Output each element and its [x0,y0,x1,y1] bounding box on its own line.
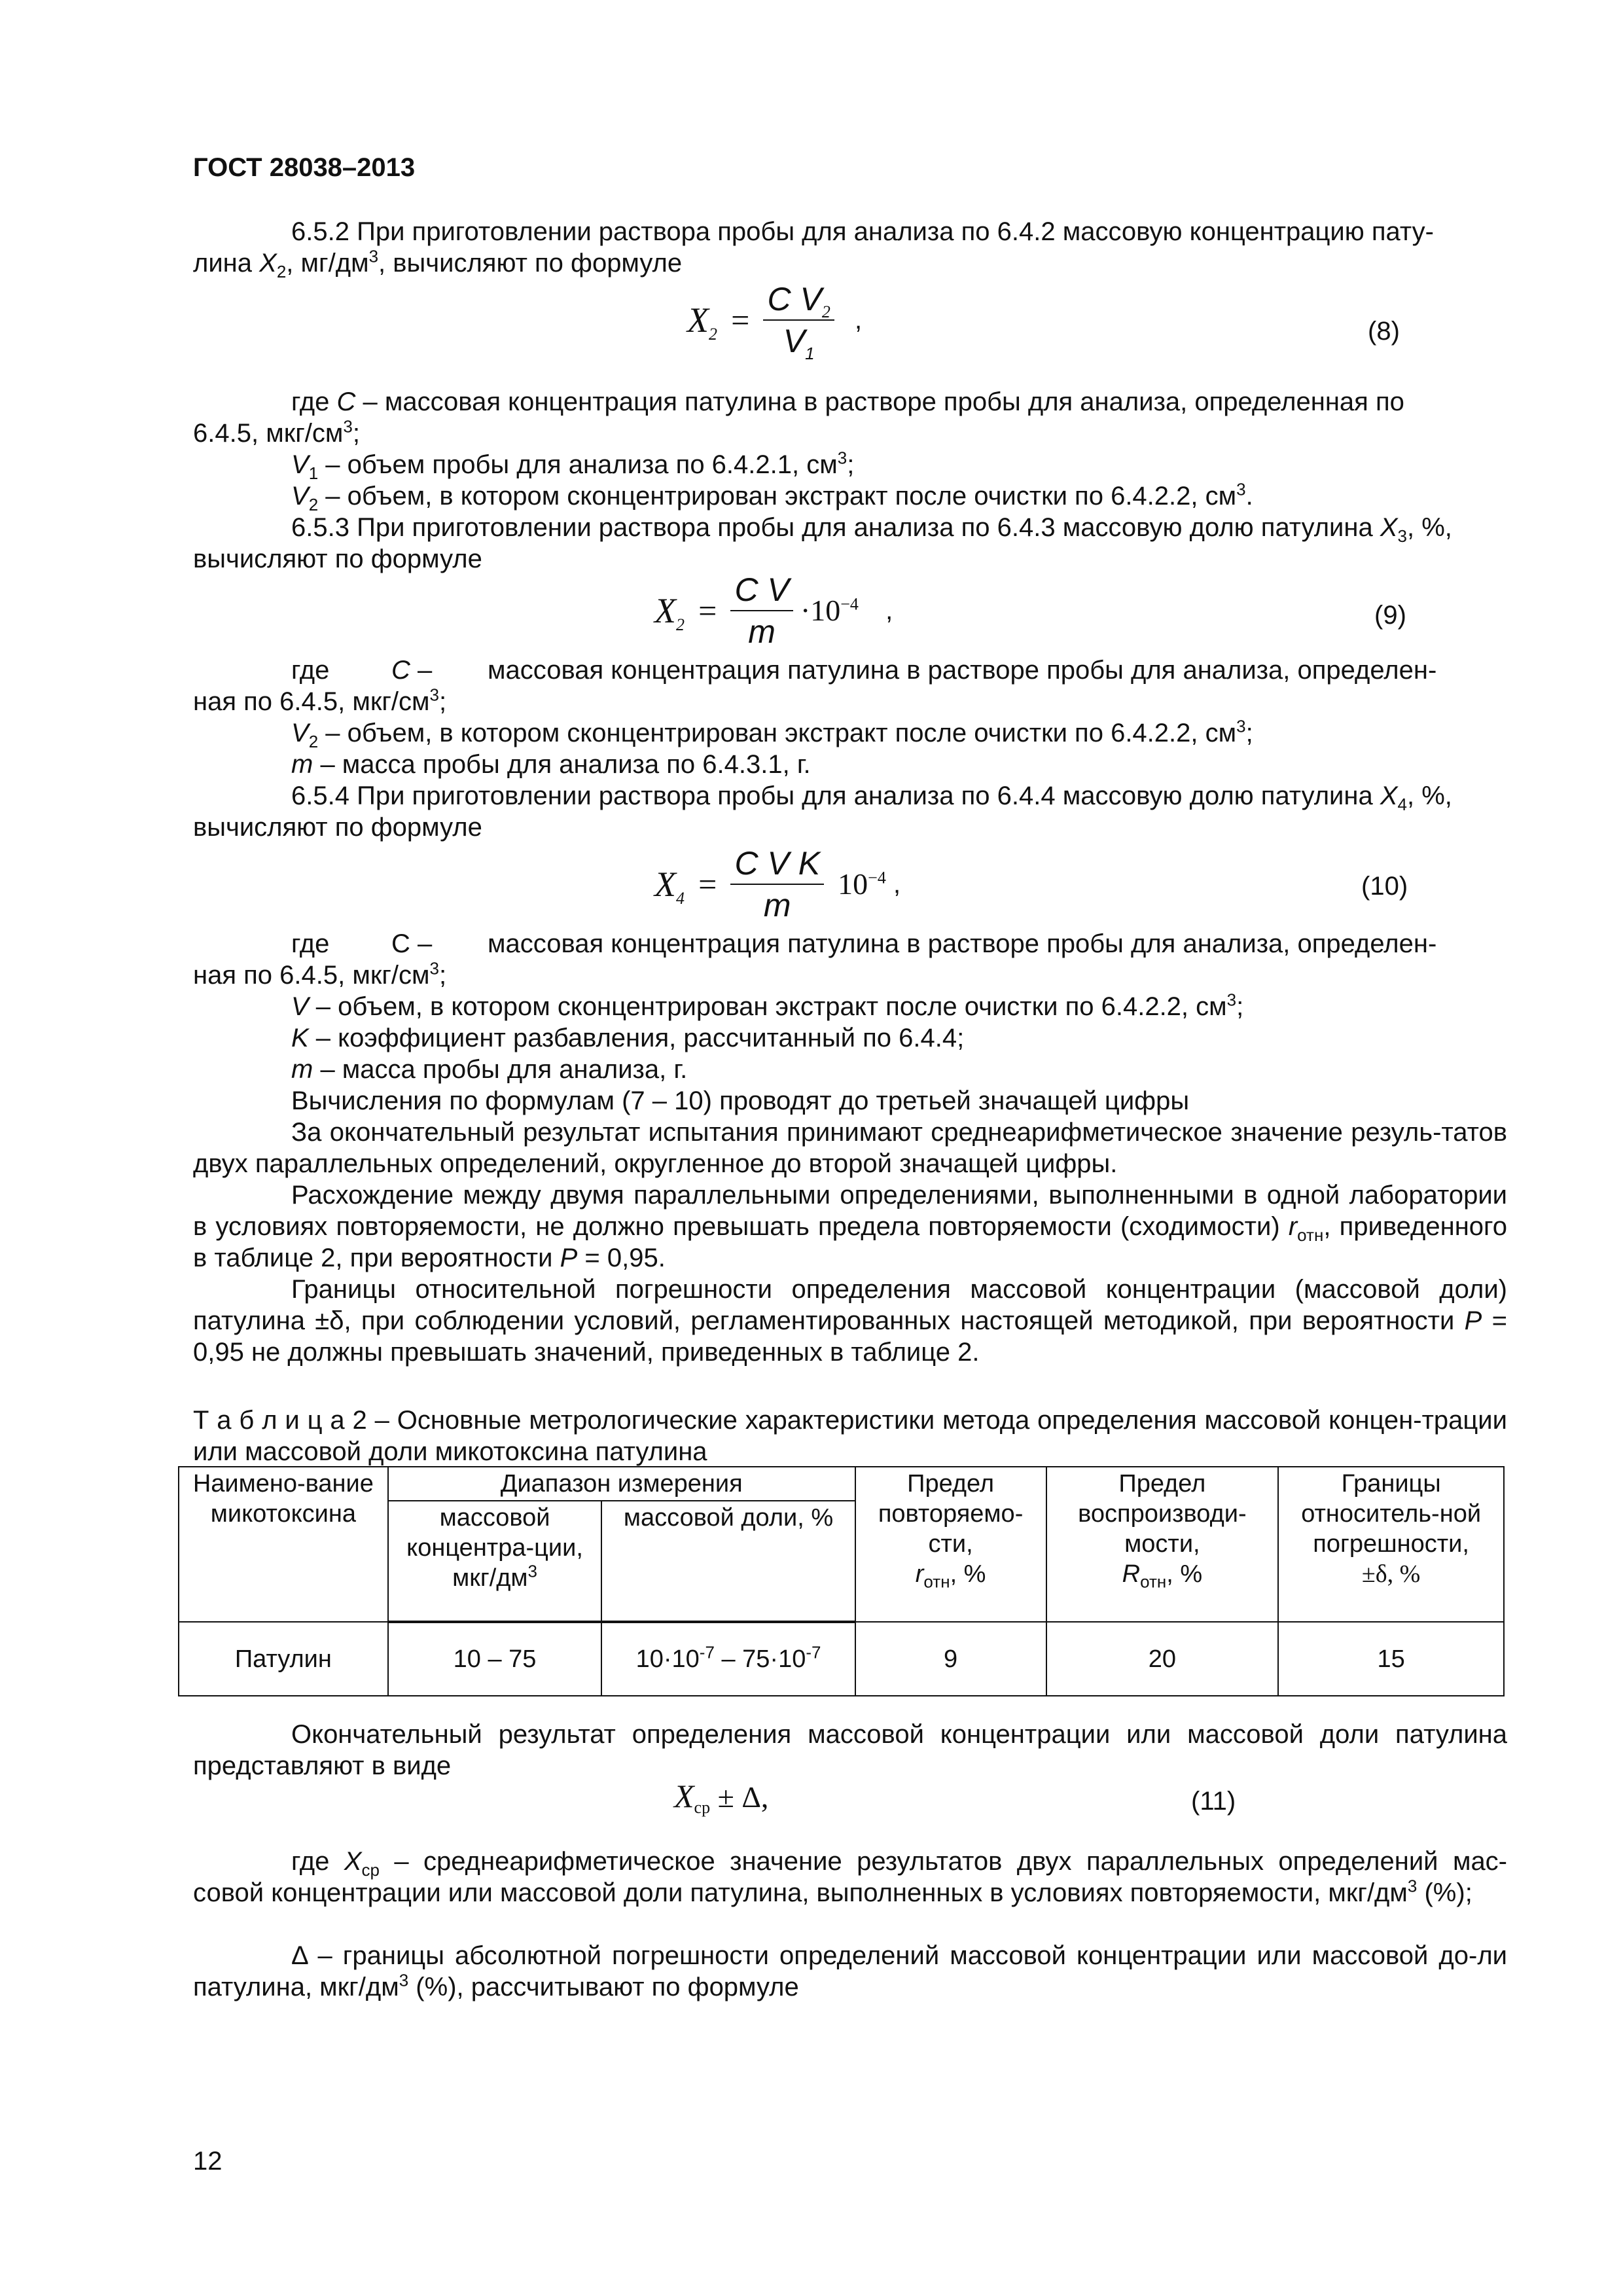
formula-10: $X_4$ = $\frac{\text{C V K}}{m}$ $10^{-4}$ , [654,845,901,924]
para-653-line1: 6.5.3 При приготовлении раствора пробы для анализа по 6.4.3 массовую долю патулина $X_3$, %, [291,513,1452,546]
para-error-bounds: Границы относительной погрешности определения массовой концентрации (массовой доли) патулина ±δ, при соблюдении условий, регламентированных настоящей методикой, при вероятности P = 0,95 не должны превышать значений, приведенных в таблице 2. [193,1275,1507,1367]
cell-reproducibility: 20 [1046,1622,1279,1696]
where-9-c-line2: ная по 6.4.5, мкг/$см^3$; [193,685,447,716]
cell-concentration-range: 10 – 75 [388,1622,602,1696]
header-mass-concentration: массовой концентра-ции, мкг/$дм^3$ [388,1501,602,1622]
header-error-bounds: Границы относитель-ной погрешности, ±δ, % [1278,1467,1504,1622]
para-calculation-precision: Вычисления по формулам (7 – 10) проводят до третьей значащей цифры [291,1086,1190,1115]
where-9-gde: где [291,656,330,685]
para-652-line1: 6.5.2 При приготовлении раствора пробы для анализа по 6.4.2 массовую концентрацию пату- [291,217,1434,246]
header-repeatability-limit: Предел повторяемо-сти, $r_{отн}$, % [855,1467,1046,1622]
where-10-v: V – объем, в котором сконцентрирован экстракт после очистки по 6.4.2.2, $см^3$; [291,990,1244,1021]
cell-name: Патулин [179,1622,388,1696]
cell-fraction-range: $10\cdot 10^{-7} - 75\cdot 10^{-7}$ [601,1622,855,1696]
formula-9: $X_2$ = $\frac{\text{C V}}{m}$ $\cdot 10^{-4}$ , [654,571,893,650]
equation-number-9: (9) [1374,601,1406,630]
table-2 [178,1466,1505,1696]
table-row [179,1622,1504,1696]
document-header: ГОСТ 28038–2013 [193,153,416,182]
formula-11: $X_{ср} \pm \Delta$, [674,1778,769,1817]
equation-number-11: (11) [1191,1787,1236,1816]
header-mass-fraction: массовой доли, % [601,1501,855,1622]
header-measurement-range: Диапазон измерения [388,1467,855,1501]
para-654-line1: 6.5.4 При приготовлении раствора пробы для анализа по 6.4.4 массовую долю патулина $X_4$, %, [291,781,1452,814]
where-10-c-symbol: С – [391,929,433,958]
where-10-m: m – масса пробы для анализа, г. [291,1055,688,1084]
equation-number-8: (8) [1368,317,1400,346]
table-2-caption: Т а б л и ц а 2 – Основные метрологические характеристики метода определения массовой концен-трации или массовой доли микотоксина патулина [193,1406,1507,1466]
table-header-row-1 [179,1467,1504,1501]
where-11-xcp: где $X_{ср}$ – среднеарифметическое значение результатов двух параллельных определений мас-совой концентрации или массовой доли патулина, выполненных в условиях повторяемости, мкг/$дм^3$ (%); [193,1847,1508,1907]
where-9-m: m – масса пробы для анализа по 6.4.3.1, г. [291,750,811,779]
para-final-result: За окончательный результат испытания принимают среднеарифметическое значение резуль-татов двух параллельных определений, округленное до второй значащей цифры. [193,1118,1507,1178]
where-8-v1: $V_1$ – объем пробы для анализа по 6.4.2.1, $см^3$; [291,448,855,483]
where-9-c-definition: массовая концентрация патулина в растворе пробы для анализа, определен- [488,656,1437,685]
cell-error-bound: 15 [1278,1622,1504,1696]
page-number: 12 [193,2147,223,2176]
where-10-c-line2: ная по 6.4.5, мкг/$см^3$; [193,958,447,990]
para-discrepancy: Расхождение между двумя параллельными определениями, выполненными в одной лаборатории в условиях повторяемости, не должно превышать предела повторяемости (сходимости) $r_{отн}$, приведенного в таблице 2, при вероятности P = 0,95. [193,1181,1507,1272]
where-9-c-symbol: C – [391,656,433,685]
where-10-k: K – коэффициент разбавления, рассчитанный по 6.4.4; [291,1024,965,1052]
where-8-v2: $V_2$ – объем, в котором сконцентрирован экстракт после очистки по 6.4.2.2, $см^3$. [291,479,1253,514]
where-10-c-definition: массовая концентрация патулина в растворе пробы для анализа, определен- [488,929,1437,958]
where-10-gde: где [291,929,330,958]
formula-8: $X_2$ = $\frac{C V_2}{V_1}$ , [687,281,863,363]
where-9-v2: $V_2$ – объем, в котором сконцентрирован экстракт после очистки по 6.4.2.2, $см^3$; [291,716,1253,751]
para-652-line2: лина $X_2$, $мг/дм^3$, вычисляют по формуле [193,246,683,281]
where-8-c-line2: 6.4.5, мкг/$см^3$; [193,416,360,448]
equation-number-10: (10) [1361,872,1408,901]
header-reproducibility-limit: Предел воспроизводи-мости, $R_{отн}$, % [1046,1467,1279,1622]
cell-repeatability: 9 [855,1622,1046,1696]
para-653-line2: вычисляют по формуле [193,545,482,573]
where-11-delta: Δ – границы абсолютной погрешности определений массовой концентрации или массовой до-ли патулина, мкг/$дм^3$ (%), рассчитывают по формуле [193,1941,1507,2001]
header-mycotoxin-name: Наимено-вание микотоксина [179,1467,388,1622]
where-8-c-line1: где C – массовая концентрация патулина в растворе пробы для анализа, определенная по [291,387,1404,416]
para-654-line2: вычисляют по формуле [193,813,482,842]
para-final-result-form: Окончательный результат определения массовой концентрации или массовой доли патулина представляют в виде [193,1720,1507,1780]
